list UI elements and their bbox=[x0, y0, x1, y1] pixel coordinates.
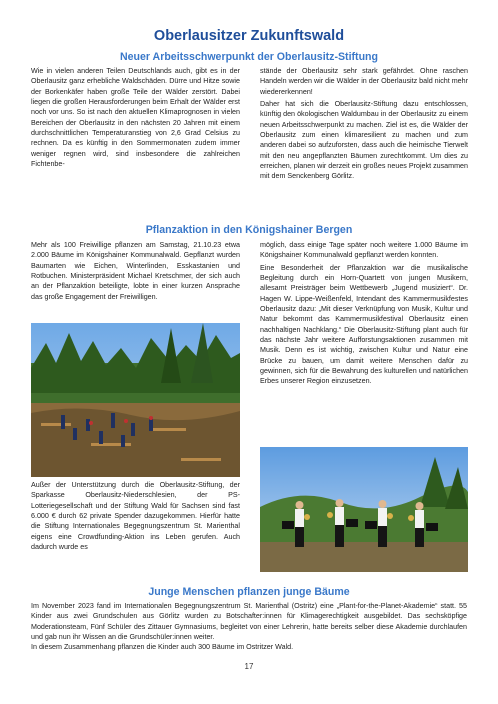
article2-right-text-1: möglich, dass einige Tage später noch weitere 1.000 Bäume im Königshainer Kommunalwald gepflanzt werden konnten. bbox=[260, 241, 468, 260]
photo-volunteers-planting bbox=[31, 323, 240, 477]
article1-right-text-2: Daher hat sich die Oberlausitz-Stiftung dazu entschlossen, künftig den ökologischen Waldumbau in der Oberlausitz zu einem neuen Arbeitsschwerpunkt zu machen. Ziel ist es, die Wälder der Oberlausitz zum einen klimaresilient zu machen und zum anderen dabei so aufzuforsten, dass auch die heimische Tierwelt mit den neu angepflanzten Bäumen zurechtkommt. Um dies zu erreichen, planen wir derzeit ein großes neues Projekt zusammen mit dem Senckenberg Görlitz. bbox=[260, 100, 468, 181]
article3-text-2: In diesem Zusammenhang pflanzen die Kinder auch 300 Bäume im Ostritzer Wald. bbox=[31, 643, 294, 652]
article-subtitle: Neuer Arbeitsschwerpunkt der Oberlausitz-Stiftung bbox=[119, 51, 378, 63]
page-title: Oberlausitzer Zukunftswald bbox=[153, 28, 345, 44]
article2-left-column-bottom bbox=[31, 480, 240, 552]
article3-text-1: Im November 2023 fand im Internationalen Begegnungszentrum St. Marienthal (Ostritz) eine „Plant-for-the-Planet-Akademie“ statt. 55 Kinder aus zwei Grundschulen aus Görlitz wurden zu Botschafter:innen für Klimagerechtigkeit ausgebildet. Das sechsköpfige Moderationsteam, Fünf Schüler des Zittauer Gymnasiums, begleitet von einer Lehrerin, hatte bereits selber diese Akademie durchlaufen und gab nun ihr Wissen an die Grundschüler:innen weiter. bbox=[31, 602, 467, 642]
article2-right-column bbox=[260, 240, 468, 387]
article1-left-column bbox=[31, 66, 240, 169]
article1-left-text: Wie in vielen anderen Teilen Deutschlands auch, gibt es in der Oberlausitz ganz erhebliche Waldschäden. Dürre und Hitze sowie der Borkenkäfer haben große Teile der Wälder zerstört. Dabei liegen die großen Herausforderungen beim Erhalt der Wälder erst noch vor uns. So ist nach den aktuellen Klimaprognosen in vielen Bereichen der Oberlausitz in den nächsten 20 Jahren mit einem durchschnittlichen Temperaturanstieg von 2,6 Grad Celsius zu rechnen. Da es künftig in den Sommermonaten zudem immer weniger regnen wird, sind insbesondere die zahlreichen Fichtenbe- bbox=[31, 67, 240, 169]
article2-left-text-2: Außer der Unterstützung durch die Oberlausitz-Stiftung, der Sparkasse Oberlausitz-Niederschlesien, der PS-Lotteriegesellschaft und der Stiftung Wald für Sachsen sind fast 6.000 € durch 62 private Spender dazugekommen. Hierfür hatte die Stiftung Internationales Begegnungszentrum St. Marienthal eigens eine Crowdfunding-Aktion ins Leben gerufen. Auch dadurch wurde es bbox=[31, 481, 240, 552]
article1-right-column bbox=[260, 66, 468, 182]
article3-body bbox=[31, 601, 467, 653]
page-number: 17 bbox=[244, 662, 254, 671]
photo-horn-quartet bbox=[260, 447, 468, 572]
article2-right-text-2: Eine Besonderheit der Pflanzaktion war die musikalische Begleitung durch ein Horn-Quartett von jungen Musikern, allesamt Preisträger beim Wettbewerb „Jugend musiziert“. Dr. Hagen W. Lippe-Weißenfeld, Intendant des Kammermusikfestes Oberlausitz dazu: „Mit dieser Verknüpfung von Musik, Kultur und Natur bekommt das Kammermusikfestival Oberlausitz einen nachhaltigen Nachklang.“ Die Oberlausitz-Stiftung plant auch für das nächste Jahr weitere Aufforstungsaktionen zusammen mit Musik. Denn es ist wichtig, zwischen Kultur und Natur eine Brücke zu bauen, um damit weitere Menschen dafür zu gewinnen, sich für die Bewahrung des kulturellen und natürlichen Erbes unserer Region einzusetzen. bbox=[260, 263, 468, 386]
article1-right-text-1: stände der Oberlausitz sehr stark gefährdet. Ohne raschen Handeln werden wir die Wälder in der Oberlausitz bald nicht mehr wiedererkennen! bbox=[260, 67, 468, 96]
section-title-junge-menschen: Junge Menschen pflanzen junge Bäume bbox=[148, 586, 350, 598]
article2-left-text-1: Mehr als 100 Freiwillige pflanzen am Samstag, 21.10.23 etwa 2.000 Bäume im Königshainer Kommunalwald. Gepflanzt wurden Baumarten wie Eichen, Winterlinden, Esskastanien und Rotbuchen. Ministerpräsident Michael Kretschmer, der sich auch an der Pflanzaktion beteiligte, lobte in einer kurzen Ansprache das große Engagement der Freiwilligen. bbox=[31, 241, 240, 301]
section-title-pflanzaktion: Pflanzaktion in den Königshainer Bergen bbox=[145, 224, 353, 236]
article2-left-column-top bbox=[31, 240, 240, 302]
